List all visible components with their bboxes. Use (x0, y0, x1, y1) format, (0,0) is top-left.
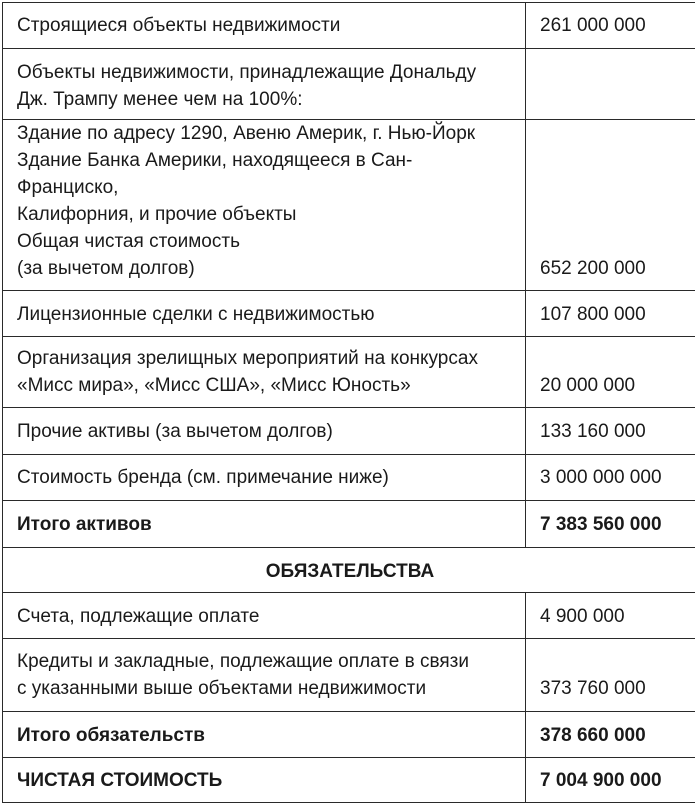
total-assets-row (3, 501, 695, 548)
row-value (526, 49, 695, 120)
net-worth-row (3, 758, 695, 803)
liabilities-header-row (3, 548, 695, 593)
table-row (3, 408, 695, 455)
row-value: 373 760 000 (526, 639, 695, 712)
table-row (3, 455, 695, 501)
table-row (3, 120, 695, 291)
liabilities-header: ОБЯЗАТЕЛЬСТВА (3, 548, 695, 593)
table-row (3, 593, 695, 639)
row-label: Прочие активы (за вычетом долгов) (3, 408, 526, 455)
net-worth-table (2, 2, 695, 803)
row-value: 133 160 000 (526, 408, 695, 455)
table-row (3, 291, 695, 337)
total-assets-label: Итого активов (3, 501, 526, 548)
total-liabilities-row (3, 712, 695, 758)
table-row (3, 639, 695, 712)
row-label: Объекты недвижимости, принадлежащие Дональду Дж. Трампу менее чем на 100%: (3, 49, 526, 120)
table-row (3, 49, 695, 120)
row-value: 261 000 000 (526, 3, 695, 49)
total-liabilities-value: 378 660 000 (526, 712, 695, 758)
row-label: Строящиеся объекты недвижимости (3, 3, 526, 49)
row-label: Организация зрелищных мероприятий на конкурсах «Мисс мира», «Мисс США», «Мисс Юность» (3, 337, 526, 408)
total-liabilities-label: Итого обязательств (3, 712, 526, 758)
row-label: Здание по адресу 1290, Авеню Америк, г. Нью-Йорк Здание Банка Америки, находящееся в Сан-Франциско, Калифорния, и прочие объекты Общая чистая стоимость (за вычетом долгов) (3, 120, 526, 291)
row-label: Лицензионные сделки с недвижимостью (3, 291, 526, 337)
table-row (3, 337, 695, 408)
net-worth-value: 7 004 900 000 (526, 758, 695, 803)
row-value: 107 800 000 (526, 291, 695, 337)
row-value: 20 000 000 (526, 337, 695, 408)
net-worth-label: ЧИСТАЯ СТОИМОСТЬ (3, 758, 526, 803)
row-label: Кредиты и закладные, подлежащие оплате в связи с указанными выше объектами недвижимости (3, 639, 526, 712)
row-value: 3 000 000 000 (526, 455, 695, 501)
row-label: Стоимость бренда (см. примечание ниже) (3, 455, 526, 501)
row-value: 4 900 000 (526, 593, 695, 639)
row-label: Счета, подлежащие оплате (3, 593, 526, 639)
table-row (3, 3, 695, 49)
total-assets-value: 7 383 560 000 (526, 501, 695, 548)
row-value: 652 200 000 (526, 120, 695, 291)
